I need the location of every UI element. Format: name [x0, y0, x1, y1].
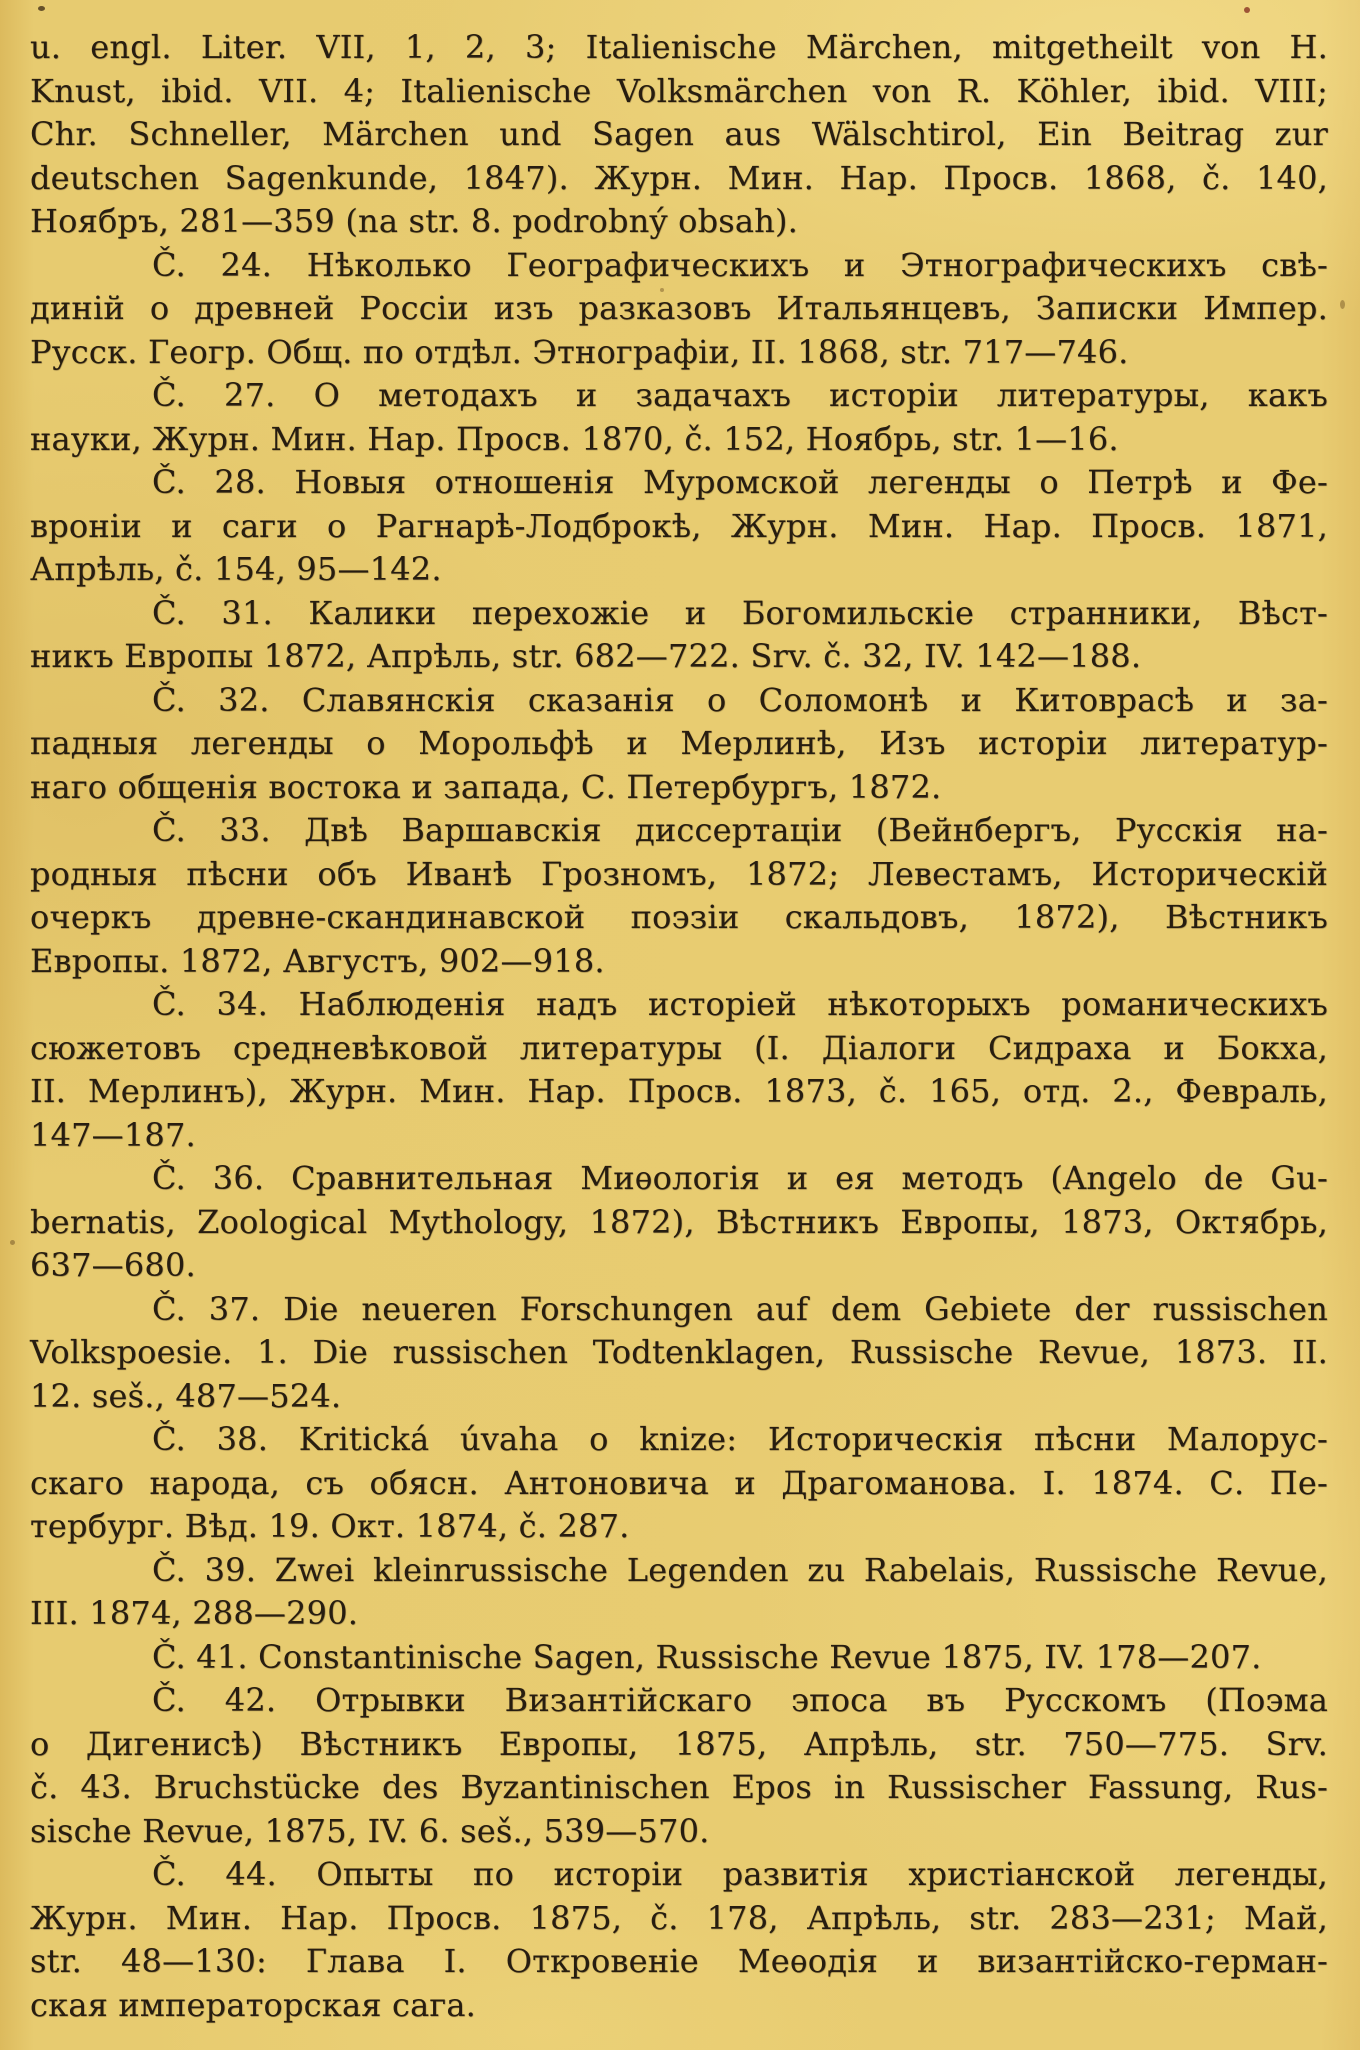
- text-line: 147—187.: [30, 1115, 196, 1154]
- text-line: скаго народа, съ обясн. Антоновича и Драгоманова. I. 1874. С. Пе-: [30, 1463, 1328, 1502]
- paragraph: [30, 1679, 1328, 1853]
- paragraph: [30, 1418, 1328, 1549]
- text-line: Chr. Schneller, Märchen und Sagen aus Wälschtirol, Ein Beitrag zur: [30, 115, 1328, 153]
- text-line: Volkspoesie. 1. Die russischen Todtenklagen, Russische Revue, 1873. II.: [30, 1333, 1328, 1371]
- paragraph: [30, 1288, 1328, 1419]
- paragraph: [30, 1636, 1328, 1680]
- text-line: bernatis, Zoological Mythology, 1872), Вѣстникъ Европы, 1873, Октябрь,: [30, 1202, 1328, 1241]
- text-line: u. engl. Liter. VII, 1, 2, 3; Italienische Märchen, mitgetheilt von H.: [30, 28, 1328, 66]
- text-line: Č. 36. Сравнительная Миѳологія и ея методъ (Angelo de Gu-: [152, 1159, 1328, 1197]
- paragraph: [30, 1853, 1328, 2027]
- text-line: deutschen Sagenkunde, 1847). Журн. Мин. Нар. Просв. 1868, č. 140,: [30, 158, 1328, 197]
- text-line: Русск. Геогр. Общ. по отдѣл. Этнографіи, II. 1868, str. 717—746.: [30, 332, 1129, 371]
- text-line: тербург. Вѣд. 19. Окт. 1874, č. 287.: [30, 1507, 630, 1545]
- text-line: Č. 38. Kritická úvaha o knize: Историческія пѣсни Малорус-: [152, 1420, 1328, 1458]
- paper-speck: [1244, 7, 1250, 13]
- paragraph: [30, 26, 1328, 244]
- text-line: Č. 44. Опыты по исторіи развитія христіанской легенды,: [152, 1855, 1328, 1893]
- text-line: Knust, ibid. VII. 4; Italienische Volksmärchen von R. Köhler, ibid. VIII;: [30, 71, 1328, 110]
- text-line: о Дигенисѣ) Вѣстникъ Европы, 1875, Апрѣль, str. 750—775. Srv.: [30, 1724, 1328, 1763]
- paper-speck: [10, 1240, 15, 1245]
- text-line: Č. 32. Славянскія сказанія о Соломонѣ и Китоврасѣ и за-: [152, 680, 1328, 719]
- text-line: 637—680.: [30, 1246, 196, 1284]
- text-line: никъ Европы 1872, Апрѣль, str. 682—722. Srv. č. 32, IV. 142—188.: [30, 637, 1142, 675]
- text-line: родныя пѣсни объ Иванѣ Грозномъ, 1872; Левестамъ, Историческій: [30, 854, 1328, 893]
- text-line: č. 43. Bruchstücke des Byzantinischen Epos in Russischer Fassung, Rus-: [30, 1768, 1328, 1806]
- paragraph: [30, 461, 1328, 592]
- text-line: Č. 42. Отрывки Византійскаго эпоса въ Русскомъ (Поэма: [152, 1681, 1328, 1719]
- text-line: вроніи и саги о Рагнарѣ-Лодброкѣ, Журн. Мин. Нар. Просв. 1871,: [30, 506, 1328, 545]
- text-line: сюжетовъ средневѣковой литературы (I. Діалоги Сидраха и Бокха,: [30, 1028, 1328, 1067]
- text-line: Č. 27. О методахъ и задачахъ исторіи литературы, какъ: [152, 376, 1328, 414]
- paragraph: [30, 374, 1328, 461]
- text-line: Č. 41. Constantinische Sagen, Russische Revue 1875, IV. 178—207.: [152, 1637, 1262, 1676]
- text-line: падныя легенды о Морольфѣ и Мерлинѣ, Изъ исторіи литератур-: [30, 724, 1328, 762]
- text-line: науки, Журн. Мин. Нар. Просв. 1870, č. 152, Ноябрь, str. 1—16.: [30, 419, 1119, 458]
- paragraph: [30, 1157, 1328, 1288]
- paragraph: [30, 679, 1328, 810]
- text-line: Журн. Мин. Нар. Просв. 1875, č. 178, Апрѣль, str. 283—231; Май,: [30, 1898, 1328, 1937]
- text-line: Č. 33. Двѣ Варшавскія диссертаціи (Вейнбергъ, Русскія на-: [152, 811, 1328, 849]
- paragraph: [30, 809, 1328, 983]
- paper-speck: [1340, 300, 1345, 309]
- paragraph: [30, 592, 1328, 679]
- text-line: диній о древней Россіи изъ разказовъ Итальянцевъ, Записки Импер.: [30, 289, 1328, 327]
- text-line: Č. 34. Наблюденія надъ исторіей нѣкоторыхъ романическихъ: [152, 985, 1328, 1023]
- text-line: Европы. 1872, Августъ, 902—918.: [30, 941, 605, 980]
- text-line: Č. 39. Zwei kleinrussische Legenden zu Rabelais, Russische Revue,: [152, 1550, 1328, 1589]
- paper-speck: [38, 6, 45, 11]
- text-line: II. Мерлинъ), Журн. Мин. Нар. Просв. 1873, č. 165, отд. 2., Февраль,: [30, 1072, 1328, 1110]
- text-line: 12. seš., 487—524.: [30, 1376, 342, 1415]
- text-line: ская императорская сага.: [30, 1985, 477, 2024]
- text-line: Č. 28. Новыя отношенія Муромской легенды о Петрѣ и Фе-: [152, 463, 1328, 501]
- paragraph: [30, 1549, 1328, 1636]
- text-line: Č. 31. Калики перехожіе и Богомильскіе странники, Вѣст-: [152, 593, 1328, 632]
- text-line: Č. 24. Нѣколько Географическихъ и Этнографическихъ свѣ-: [152, 245, 1328, 284]
- text-line: наго общенія востока и запада, С. Петербургъ, 1872.: [30, 767, 942, 806]
- bibliography-text: [30, 26, 1328, 2027]
- paragraph: [30, 244, 1328, 375]
- paragraph: [30, 983, 1328, 1157]
- text-line: sische Revue, 1875, IV. 6. seš., 539—570.: [30, 1811, 710, 1850]
- text-line: III. 1874, 288—290.: [30, 1594, 359, 1632]
- text-line: Апрѣль, č. 154, 95—142.: [30, 550, 442, 588]
- text-line: str. 48—130: Глава I. Откровеніе Меѳодія и византійско-герман-: [30, 1942, 1328, 1980]
- text-line: очеркъ древне-скандинавской поэзіи скальдовъ, 1872), Вѣстникъ: [30, 898, 1328, 936]
- text-line: Ноябръ, 281—359 (na str. 8. podrobný obsah).: [30, 202, 799, 240]
- text-line: Č. 37. Die neueren Forschungen auf dem Gebiete der russischen: [152, 1289, 1328, 1328]
